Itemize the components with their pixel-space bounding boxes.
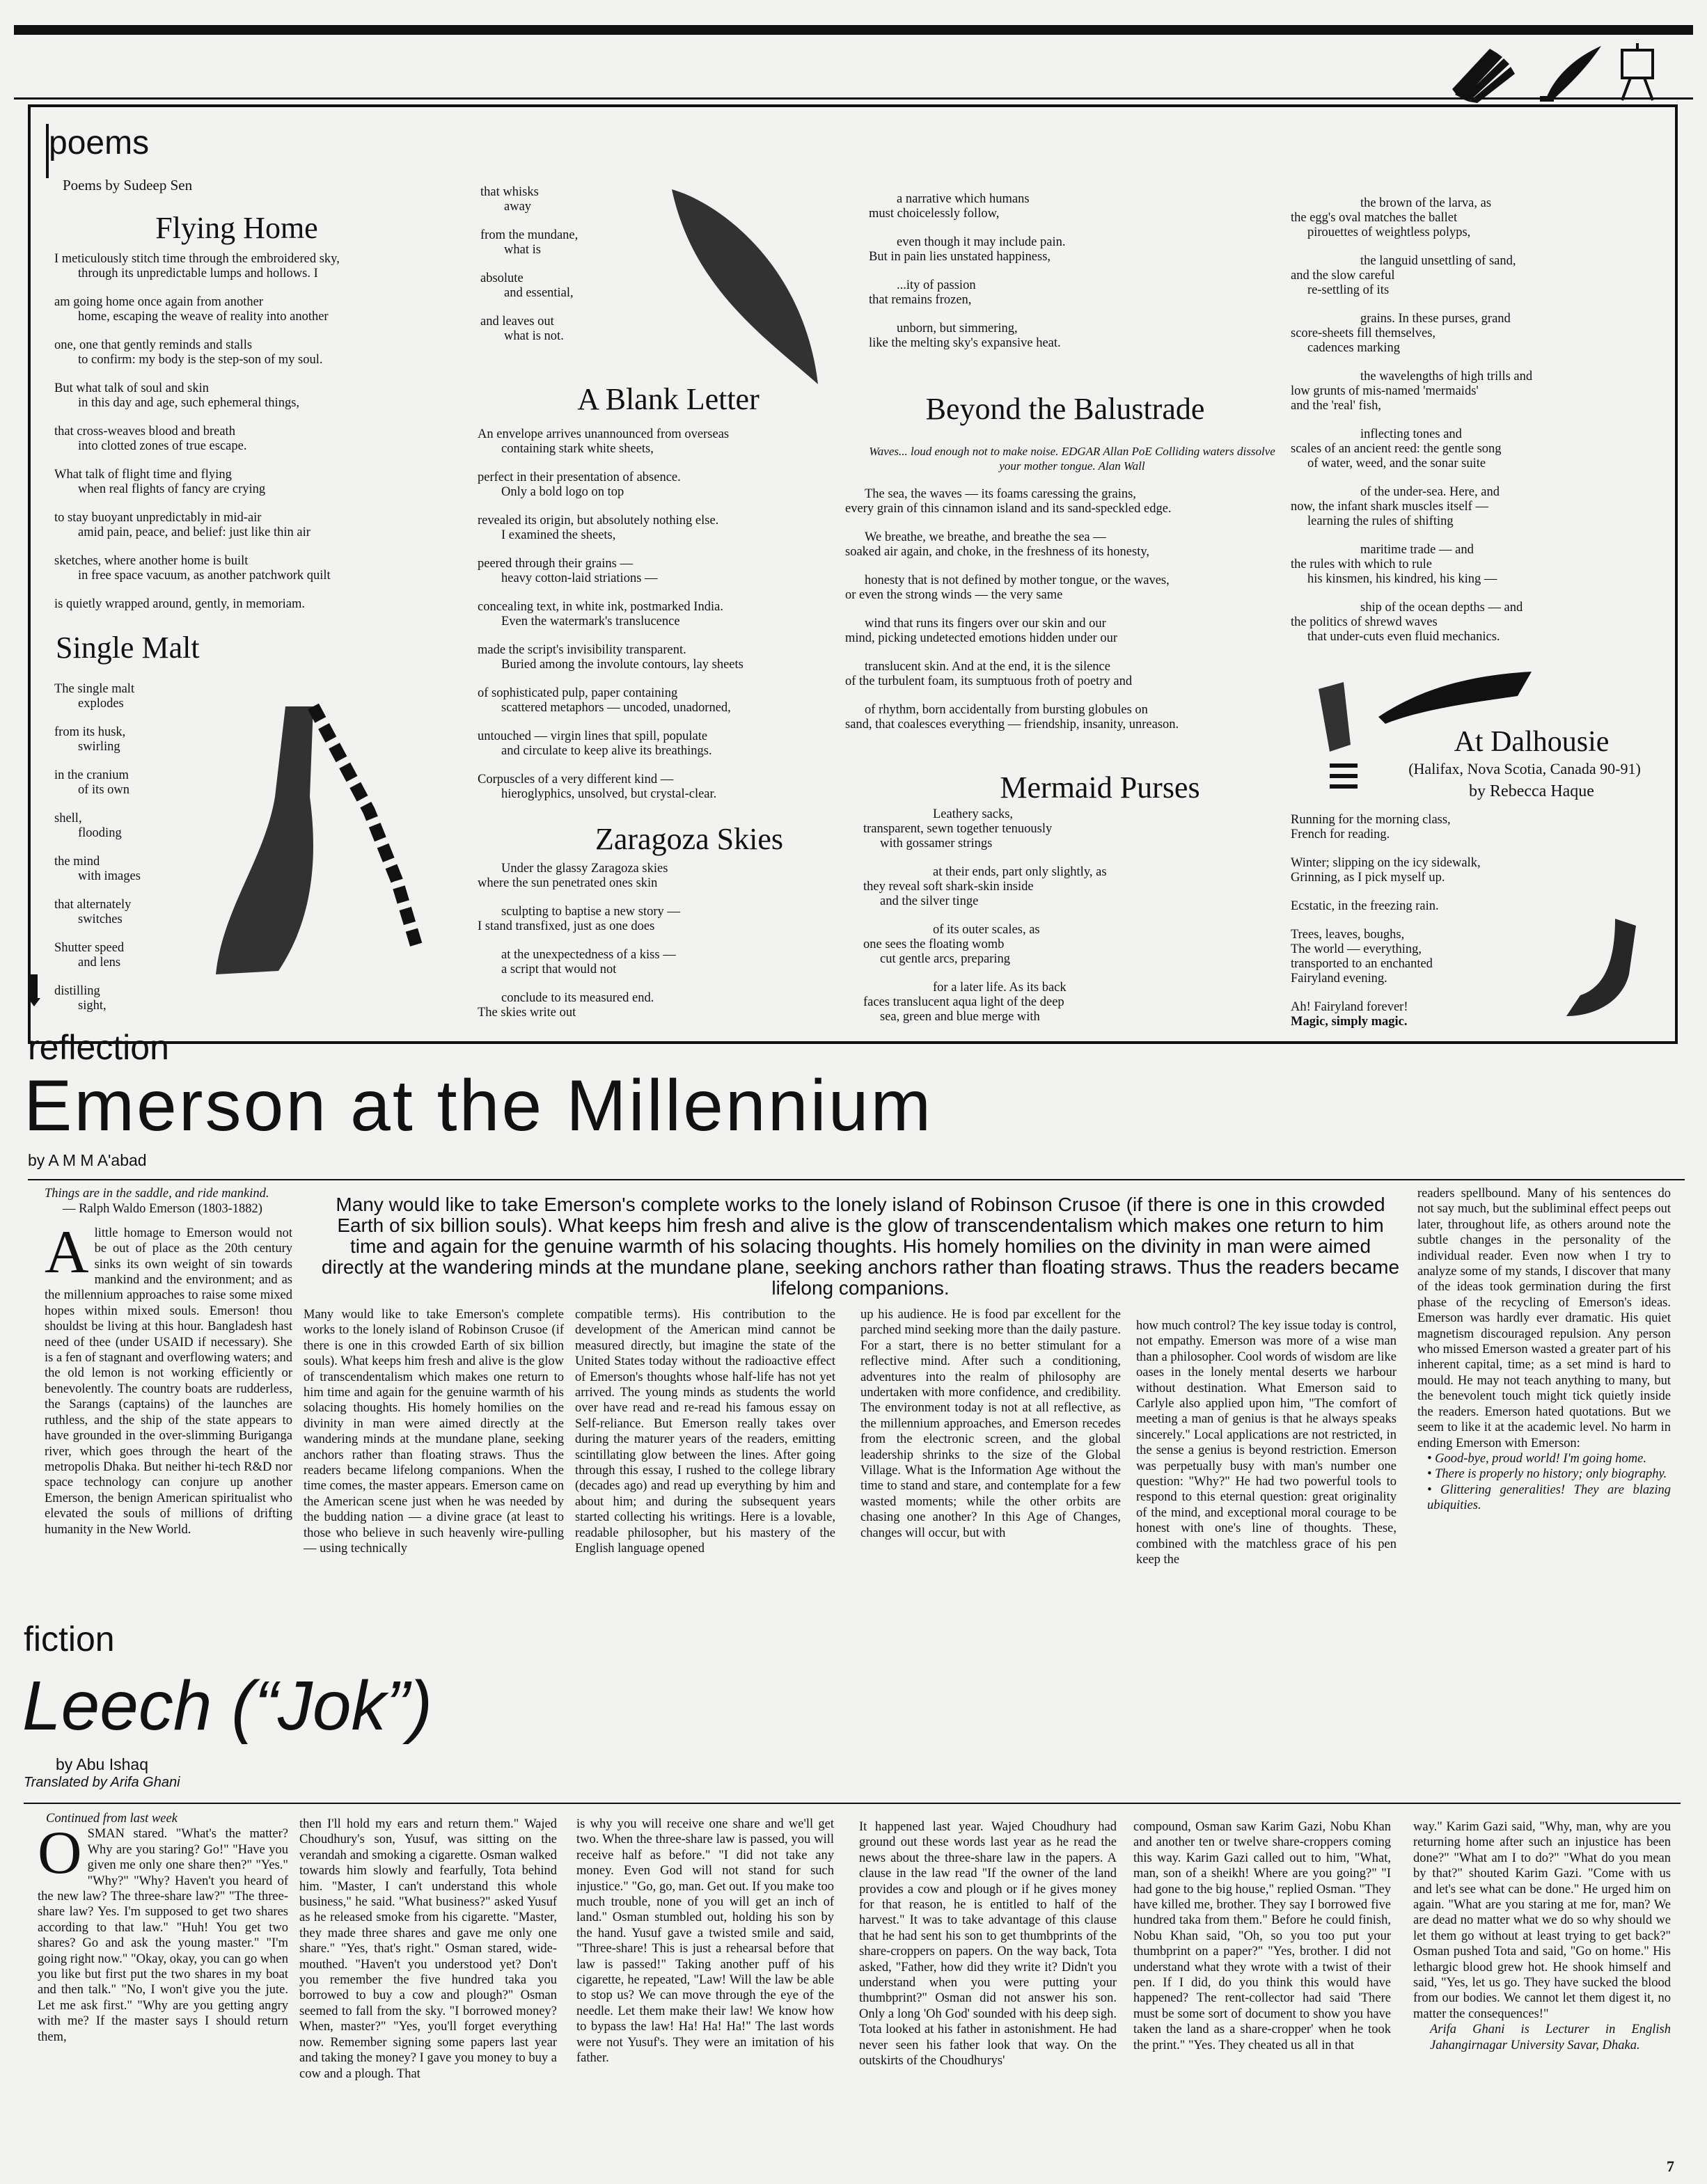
- drop-cap: A: [45, 1218, 89, 1286]
- poem-col3-continuation: a narrative which humans must choicelessly follow, even though it may include pain. But in pain lies unstated happiness, ...ity of passion that remains frozen, unborn, but simmering, like the melting sky's expansive heat.: [869, 192, 1066, 350]
- poem-title-balustrade: Beyond the Balustrade: [925, 392, 1205, 426]
- pull-quote: Many would like to take Emerson's complete works to the lonely island of Robinson Crusoe (if there is one in this crowded Earth of six billion souls). What keeps him fresh and alive is the glow of transcendentalism which makes one return to him time and again for the genuine warmth of his solacing thoughts. His homely homilies on the divinity in man were aimed directly at the wandering minds at the mundane plane, seeking anchors rather than floating straws. Thus the readers became lifelong companions.: [321, 1194, 1400, 1299]
- article-col-5: how much control? The key issue today is control, not empathy. Emerson was more of a wise man than a philosopher. Cool words of wisdom are like oases in the lonely mental deserts we harbour without destination. What Emerson said to Carlyle also applied upon him, "The comfort of meeting a man of genius is that he always speaks sincerely." Local applications are not restricted, in the sense a genius is beyond restriction. Emerson was perpetually busy with man's number one question: "Why?" He had two powerful tools to respond to this eternal question: great originality of the mind, and exceptional moral courage to be honest with one's line of thoughts. These, combined with the matchless grace of his pen keep the: [1136, 1319, 1397, 1567]
- story-col-5: compound, Osman saw Karim Gazi, Nobu Khan and another ten or twelve share-croppers coming this way. Karim Gazi called out to him, "What, man, son of a sheikh! Where are you going?" "I had gone to the big house," replied Osman. "They have killed me, brother. They say I borrowed five hundred taka from them." Before he could finish, Nobu Khan said, "Oh, so you too put your thumbprint on a paper?" "Yes, brother. I did not understand what they wrote with a twist of their pen. If I did, do you think this would have happened? The rent-collector had said 'There must be some sort of document to show you have taken the land as a share-cropper' when he took the print." "Yes. They cheated us all in that: [1133, 1820, 1391, 2052]
- leaf-illustration: [665, 182, 839, 391]
- section-label-poems: poems: [49, 125, 150, 161]
- quill-icon: [1540, 46, 1601, 102]
- poem-title-flying-home: Flying Home: [155, 211, 318, 245]
- divider: [24, 1803, 1681, 1804]
- poem-single-malt: The single malt explodes from its husk, swirling in the cranium of its own shell, flooding the mind with images that alternately switches Shutter speed and lens distilling sight,: [54, 682, 141, 1013]
- divider: [28, 1179, 1685, 1180]
- story-col-4: It happened last year. Wajed Choudhury had ground out these words last year as he read the news about the three-share law in the papers. A clause in the law read "If the owner of the land provides a cow and plough or if he gives money for that reason, he is entitled to half of the harvest." It was to take advantage of this clause that he had sent his son to get thumbprints of the share-croppers on papers. On the way back, Tota asked, "Father, how did they write it? Didn't you understand when you were putting your thumbprint?" Osman did not answer his son. Only a long 'Oh God' sounded with his deep sigh. Tota looked at his father in astonishment. He had never seen his father look that way. On the outskirts of the Choudhurys': [859, 1820, 1117, 2068]
- article-col-1: Things are in the saddle, and ride mankind. — Ralph Waldo Emerson (1803-1882) A little homage to Emerson would not be out of place as the 20th century sinks its own weight of sin towards mankind and the environment; and as the millennium approaches to raise some mixed hopes within mixed souls. Emerson! thou shouldst be living at this hour. Bangladesh hast need of thee (under USAID if necessary). She is a fen of stagnant and overflowing waters; and the old lemon is not working efficiently or benevolently. The country boats are rudderless, the Sarangs (captains) of the launches are ruthless, and the ship of the state appears to have grounded in the over-slimming Buriganga river, which goes through the heart of the metropolis Dhaka. But neither hi-tech R&D nor space technology can conjure up another Emerson, the benign American spiritualist who elevated the souls of millions of drifting humanity in the New World.: [45, 1187, 292, 1537]
- story-col-6: way." Karim Gazi said, "Why, man, why are you returning home after such an injustice has been done?" "What am I to do?" "What do you mean by that?" shouted Karim Gazi. "Come with us and let's see what can be done." He urged him on again. "What are you staring at me for, man? We are dead no matter what we do so why should we let them go without at least trying to get back?" Osman pushed Tota and said, "Go on home." His lethargic blood grew hot. He shook himself and said, "Yes, let us go. They have sucked the blood from our bodies. We cannot let them digest it, no matter the consequences!" Arifa Ghani is Lecturer in English Jahangirnagar University Savar, Dhaka.: [1413, 1820, 1671, 2052]
- poem-col4-continuation: the brown of the larva, as the egg's oval matches the ballet pirouettes of weightless polyps, the languid unsettling of sand, and the slow careful re-settling of its grains. In these purses, grand score-sheets fill themselves, cadences marking the wavelengths of high trills and low grunts of mis-named 'mermaids' and the 'real' fish, inflecting tones and scales of an ancient reed: the gentle song of water, weed, and the sonar suite of the under-sea. Here, and now, the infant shark muscles itself — learning the rules of shifting maritime trade — and the rules with which to rule his kinsmen, his kindred, his king — ship of the ocean depths — and the politics of shrewd waves that under-cuts even fluid mechanics.: [1291, 196, 1533, 644]
- article-col-3: compatible terms). His contribution to the development of the American mind cannot be measured directly, but imagine the state of the United States today without the radioactive effect of Emerson's thoughts whose half-life has not yet arrived. The young minds as students the world over have read and re-read his famous essay on Self-reliance. But Emerson really takes over during the maturer years of the readers, emitting scintillating glow between the lines. After going through this essay, I rushed to the college library (decades ago) and read up everything by him and about him; and during the subsequent years started collecting his writings. Here is a lovable, readable philosopher, but his mastery of the English language opened: [575, 1308, 835, 1556]
- poems-byline: Poems by Sudeep Sen: [63, 177, 193, 193]
- poem-balustrade: The sea, the waves — its foams caressing the grains, every grain of this cinnamon island and its sand-speckled edge. We breathe, we breathe, and breathe the sea — soaked air again, and choke, in the freshness of its honesty, honesty that is not defined by mother tongue, or the waves, or even the strong winds — the very same wind that runs its fingers over our skin and our mind, picking undetected emotions hidden under our translucent skin. And at the end, it is the silence of the turbulent foam, its sumptuous froth of poetry and of rhythm, born accidentally from bursting globules on sand, that coalesces everything — friendship, insanity, unreason.: [845, 487, 1179, 731]
- article-col-4: up his audience. He is food par excellent for the parched mind seeking more than the daily pasture. For a start, there is no better stimulant for a reflective mind. After such a conditioning, adventures into the realm of philosophy are undertaken with more confidence, and credibility. The environment today is not at all reflective, as the millennium approaches, and Emerson recedes from the electronic screen, and the global leadership shrinks to the size of the Global Village. What is the Information Age without the time to stand and stare, and contemplate for a few wasted moments; while the other orbits are chasing one another? In this Age of Changes, changes will occur, but with: [860, 1308, 1121, 1540]
- article-title-emerson: Emerson at the Millennium: [24, 1066, 934, 1146]
- story-col-2: then I'll hold my ears and return them." Wajed Choudhury's son, Yusuf, was sitting on the verandah and smoking a cigarette. Osman walked towards him slowly and fearfully, Tota behind him. "Master, I can't understand this whole business," he said. "What business?" asked Yusuf as he released smoke from his cigarette. "Master, they made three shares and gave me only one share." "Yes, that's right." Osman stared, wide-mouthed. "Haven't you understood yet? Don't you remember the five hundred taka you borrowed to buy a cow and plough?" Osman seemed to fall from the sky. "I borrowed money? When, master?" "Yes, you'll forget everything now. Remember signing some papers last year and taking the money? I gave you money to buy a cow and a plough. That: [299, 1817, 557, 2081]
- article-col-2: Many would like to take Emerson's complete works to the lonely island of Robinson Crusoe (if there is one in this crowded Earth of six billion souls). What keeps him fresh and alive is the glow of transcendentalism which makes one return to him time and again for the genuine warmth of his solacing thoughts. His homely homilies on the divinity in man were aimed directly at the wandering minds at the mundane plane, seeking anchors rather than floating straws. Thus the readers became lifelong companions. When the time comes, the master appears. Emerson came on the American scene just when he was needed by the budding nation — a divine grace (at least to those who believe in such heavenly wire-pulling — using technically: [304, 1308, 564, 1556]
- poem-flying-home: I meticulously stitch time through the embroidered sky, through its unpredictable lumps and hollows. I am going home once again from another home, escaping the weave of reality into another one, one that gently reminds and stalls to confirm: my body is the step-son of my soul. But what talk of soul and skin in this day and age, such ephemeral things, that cross-weaves blood and breath into clotted zones of true escape. What talk of flight time and flying when real flights of fancy are crying to stay buoyant unpredictably in mid-air amid pain, peace, and belief: just like thin air sketches, where another home is built in free space vacuum, as another patchwork quilt is quietly wrapped around, gently, in memoriam.: [54, 252, 340, 611]
- poem-blank-letter: An envelope arrives unannounced from overseas containing stark white sheets, perfect in their presentation of absence. Only a bold logo on top revealed its origin, but absolutely nothing else. I examined the sheets, peered through their grains — heavy cotton-laid striations — concealing text, in white ink, postmarked India. Even the watermark's translucence made the script's invisibility transparent. Buried among the involute contours, lay sheets of sophisticated pulp, paper containing scattered metaphors — uncoded, unadorned, untouched — virgin lines that spill, populate and circulate to keep alive its breathings. Corpuscles of a very different kind — hieroglyphics, unsolved, but crystal-clear.: [478, 427, 744, 801]
- poem-mermaid: Leathery sacks, transparent, sewn together tenuously with gossamer strings at their ends, part only slightly, as they reveal soft shark-skin inside and the silver tinge of its outer scales, as one sees the floating womb cut gentle arcs, preparing for a later life. As its back faces translucent aqua light of the deep sea, green and blue merge with: [863, 807, 1107, 1024]
- figure-illustration: [1559, 912, 1643, 1023]
- story-col-1: Continued from last week O SMAN stared. "What's the matter? Why are you staring? Go!" "Have you given me only one share then?" "Yes." "Why?" "Why? Haven't you heard of the new law? The three-share law?" "The three-share law? Yes. I'm supposed to get two shares according to that law." "Huh! You get two shares? Go and ask the young master." "I'm going right now." "Okay, okay, you can go when you like but first put the two shares in my boat and then talk." "No, I won't give you the jute. Let me ask first." "Why are you getting angry with me? If the master says I should return them,: [38, 1812, 288, 2044]
- section-label-fiction: fiction: [24, 1620, 115, 1659]
- book-icon: [1452, 49, 1515, 103]
- poem-dalhousie: Running for the morning class, French for reading. Winter; slipping on the icy sidewalk, Grinning, as I pick myself up. Ecstatic, in the freezing rain. Trees, leaves, boughs, The world — everything, transported to an enchanted Fairyland evening. Ah! Fairyland forever! Magic, simply magic.: [1291, 813, 1481, 1029]
- section-icons: [1448, 39, 1671, 103]
- article-col-6: readers spellbound. Many of his sentences do not say much, but the subliminal effect peeps out later, throughout life, as others around note the subtle changes in the personality of the individual reader. Even now when I try to analyze some of my stands, I discover that many of the ideas took germination during the first phase of the recycling of Emerson's ideas. Emerson was hardly ever dramatic. His quiet magnetism discouraged repulsion. Any person who missed Emerson wasted a greater part of his inherent capital, time; as a set mind is hard to mould. He may not teach anything to many, but the benevolent touch might tick quietly inside the readers. Emerson hated quotations. But we seem to like it at the academic level. No harm in ending Emerson with Emerson: • Good-bye, proud world! I'm going home. • There is properly no history; only biography. • Glittering generalities! They are blazing ubiquities.: [1417, 1187, 1671, 1513]
- poem-title-zaragoza: Zaragoza Skies: [595, 822, 783, 856]
- story-col-3: is why you will receive one share and we'll get two. When the three-share law is passed, you will receive half as before." "I did not take any money. Even God will not stand for such injustice." "Go, go, man. Get out. If you make too much trouble, none of you will get an inch of land." Osman stumbled out, holding his son by the hand. Yusuf gave a twisted smile and said, "Three-share! This is just a rehearsal before that law is passed!" Taking another puff of his cigarette, he repeated, "Law! Will the law be able to stop us? We can move through the eye of the needle. Let them make their law! We know how to bypass the law! Ha! Ha! Ha!" The last words were not Yusuf's. They were an imitation of his father.: [576, 1817, 834, 2066]
- page-number: 7: [1667, 2158, 1674, 2175]
- article-title-leech: Leech (“Jok”): [22, 1667, 433, 1745]
- arrow-icon: [28, 974, 42, 1009]
- poem-zaragoza: Under the glassy Zaragoza skies where the sun penetrated ones skin sculpting to baptise a new story — I stand transfixed, just as one does at the unexpectedness of a kiss — a script that would not conclude to its measured end. The skies write out: [478, 862, 680, 1020]
- easel-icon: [1622, 43, 1653, 100]
- article-byline-emerson: by A M M A'abad: [28, 1151, 147, 1169]
- drop-cap: O: [38, 1819, 82, 1888]
- header-rule: [14, 97, 1693, 100]
- translator-credit: Translated by Arifa Ghani: [24, 1775, 180, 1790]
- poem-dalhousie-subtitle: (Halifax, Nova Scotia, Canada 90-91): [1408, 760, 1641, 777]
- poem-dalhousie-byline: by Rebecca Haque: [1469, 782, 1594, 800]
- poem-title-single-malt: Single Malt: [56, 631, 200, 665]
- article-byline-leech: by Abu Ishaq: [56, 1755, 148, 1773]
- poem-balustrade-epigraph: Waves... loud enough not to make noise. EDGAR Allan PoE Colliding waters dissolve your mother tongue. Alan Wall: [869, 445, 1275, 473]
- poem-title-blank-letter: A Blank Letter: [577, 382, 760, 416]
- top-rule: [14, 25, 1693, 35]
- poem-title-dalhousie: At Dalhousie: [1454, 726, 1610, 758]
- poem-title-mermaid: Mermaid Purses: [1000, 770, 1200, 805]
- bottle-illustration: [209, 699, 439, 981]
- section-label-reflection: reflection: [28, 1028, 169, 1067]
- poem-col2-continuation: that whisks away from the mundane, what is absolute and essential, and leaves out what is not.: [480, 185, 579, 343]
